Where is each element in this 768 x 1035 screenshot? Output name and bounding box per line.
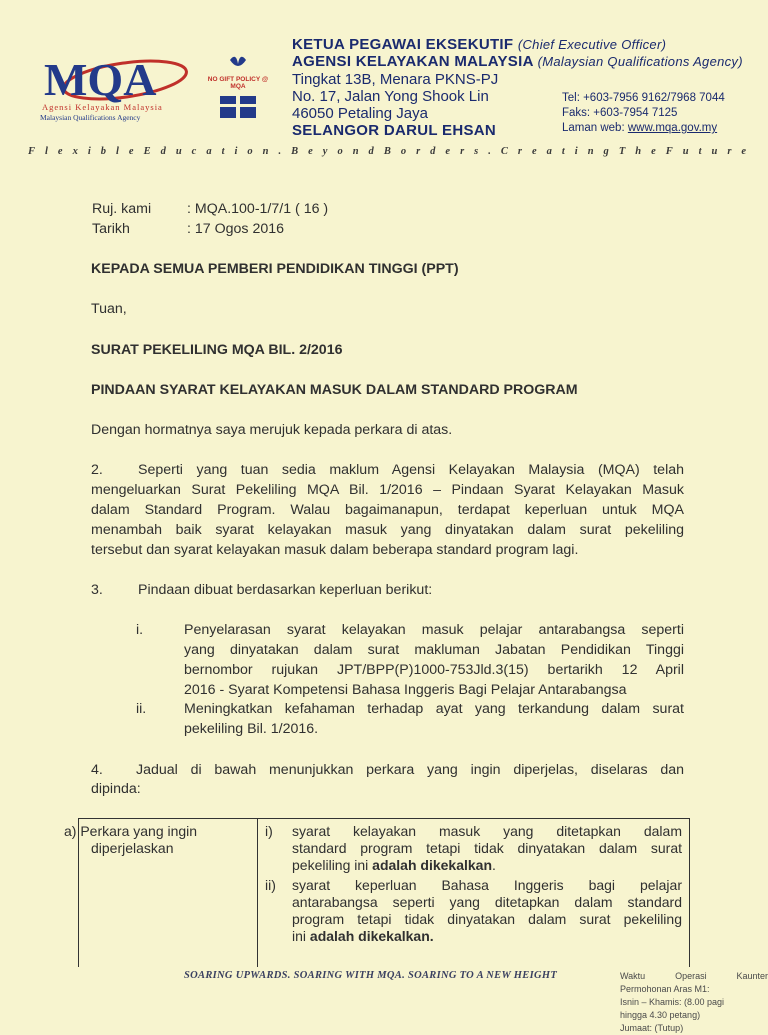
address-line-2: No. 17, Jalan Yong Shook Lin xyxy=(292,88,489,105)
tagline-word: Borders. xyxy=(383,146,501,157)
circular-number: SURAT PEKELILING MQA BIL. 2/2016 xyxy=(91,342,343,358)
paragraph-2-line: menambah baik syarat kelayakan masuk yang dinyatakan dalam surat pekeliling xyxy=(91,522,684,538)
paragraph-3-number: 3. xyxy=(91,582,103,598)
ref-label: Ruj. kami xyxy=(92,201,152,217)
tagline-word: Flexible xyxy=(28,146,144,157)
row-label: a) Perkara yang ingin xyxy=(64,823,198,839)
logo-subtitle-en: Malaysian Qualifications Agency xyxy=(40,113,141,122)
table-item-line: program tetapi tidak dinyatakan dalam surat pekeliling xyxy=(292,911,682,927)
website: Laman web: www.mqa.gov.my xyxy=(562,122,718,134)
paragraph-1: Dengan hormatnya saya merujuk kepada perkara di atas. xyxy=(91,422,453,438)
table-border-left xyxy=(78,819,79,967)
paragraph-4-line: Jadual di bawah menunjukkan perkara yang ingin diperjelas, diselaras dan xyxy=(136,762,684,778)
list-item-line: yang dinyatakan dalam surat makluman Jabatan Pendidikan Tinggi xyxy=(184,642,684,658)
list-item-line: Meningkatkan kefahaman terhadap ayat yang terkandung dalam surat xyxy=(184,701,684,717)
paragraph-4-line: dipinda: xyxy=(91,781,141,797)
tagline-word: Beyond xyxy=(291,146,384,157)
recipient: KEPADA SEMUA PEMBERI PENDIDIKAN TINGGI (PPT) xyxy=(91,261,459,277)
agency-name-line: AGENSI KELAYAKAN MALAYSIA (Malaysian Qualifications Agency) xyxy=(292,53,743,70)
list-item-line: bernombor rujukan JPT/BPP(P)1000-753Jld.3(15) bertarikh 12 April xyxy=(184,662,684,678)
paragraph-2-number: 2. xyxy=(91,462,103,478)
table-item-line: ini adalah dikekalkan. xyxy=(292,928,434,944)
paragraph-2-line: dalam Standard Program. Walau bagaimanapun, terdapat keperluan untuk MQA xyxy=(91,502,684,518)
hours-line: Waktu Operasi Kaunter xyxy=(620,971,768,981)
tagline-word: The xyxy=(618,146,666,157)
tagline-word: Creating xyxy=(500,146,619,157)
address-line-3: 46050 Petaling Jaya xyxy=(292,105,428,122)
fax: Faks: +603-7954 7125 xyxy=(562,107,678,119)
list-item-number: ii. xyxy=(136,701,147,717)
list-item-line: Penyelarasan syarat kelayakan masuk pelajar antarabangsa seperti xyxy=(184,622,684,638)
hours-line: Jumaat: (Tutup) xyxy=(620,1023,684,1033)
subject-title: PINDAAN SYARAT KELAYAKAN MASUK DALAM STANDARD PROGRAM xyxy=(91,382,578,398)
ceo-title-line: KETUA PEGAWAI EKSEKUTIF (Chief Executive Officer) xyxy=(292,36,667,53)
address-line-4: SELANGOR DARUL EHSAN xyxy=(292,122,497,139)
table-item-number: i) xyxy=(265,823,273,839)
list-item-line: 2016 - Syarat Kompetensi Bahasa Inggeris Bagi Pelajar Antarabangsa xyxy=(184,682,627,698)
footer-slogan: SOARING UPWARDS. SOARING WITH MQA. SOARING TO A NEW HEIGHT xyxy=(184,970,558,981)
counter-hours xyxy=(620,970,768,1035)
gift-policy-text: NO GIFT POLICY @ MQA xyxy=(207,76,269,90)
tagline xyxy=(28,146,757,157)
tagline-word: Education. xyxy=(143,146,292,157)
hours-line: Isnin – Khamis: (8.00 pagi xyxy=(620,997,725,1007)
table-item-line: standard program tetapi tidak dinyatakan dalam surat xyxy=(292,840,682,856)
no-gift-policy-badge xyxy=(206,52,270,122)
table-item-line: pekeliling ini adalah dikekalkan. xyxy=(292,857,496,873)
salutation: Tuan, xyxy=(91,301,127,317)
row-label: diperjelaskan xyxy=(91,840,174,856)
hours-line: hingga 4.30 petang) xyxy=(620,1010,701,1020)
paragraph-2-line: mengeluarkan Surat Pekeliling MQA Bil. 1/2016 – Pindaan Syarat Kelayakan Masuk xyxy=(91,482,684,498)
paragraph-4-number: 4. xyxy=(91,762,103,778)
ref-value: : MQA.100-1/7/1 ( 16 ) xyxy=(187,201,329,217)
date-value: : 17 Ogos 2016 xyxy=(187,221,285,237)
mqa-logo xyxy=(30,40,200,130)
list-item-line: pekeliling Bil. 1/2016. xyxy=(184,721,319,737)
website-link[interactable]: www.mqa.gov.my xyxy=(627,122,718,134)
address-line-1: Tingkat 13B, Menara PKNS-PJ xyxy=(292,71,499,88)
date-label: Tarikh xyxy=(92,221,130,237)
telephone: Tel: +603-7956 9162/7968 7044 xyxy=(562,92,725,104)
table-item-line: syarat kelayakan masuk yang ditetapkan dalam xyxy=(292,823,682,839)
table-item-line: antarabangsa seperti yang ditetapkan dalam standard xyxy=(292,894,682,910)
paragraph-2-line: tersebut dan syarat kelayakan masuk dalam beberapa standard program lagi. xyxy=(91,542,579,558)
logo-wordmark: MQA xyxy=(44,54,157,105)
hours-line: Permohonan Aras M1: xyxy=(620,984,710,994)
table-column-divider xyxy=(257,819,258,967)
paragraph-3-text: Pindaan dibuat berdasarkan keperluan berikut: xyxy=(138,582,433,598)
table-border-right xyxy=(689,819,690,967)
table-item-line: syarat keperluan Bahasa Inggeris bagi pelajar xyxy=(292,877,682,893)
amendment-table xyxy=(64,818,690,967)
list-item-number: i. xyxy=(136,622,144,638)
tagline-word: Future xyxy=(665,146,757,157)
logo-subtitle-ms: Agensi Kelayakan Malaysia xyxy=(42,102,163,112)
table-item-number: ii) xyxy=(265,877,276,893)
paragraph-2-line: Seperti yang tuan sedia maklum Agensi Kelayakan Malaysia (MQA) telah xyxy=(138,462,684,478)
